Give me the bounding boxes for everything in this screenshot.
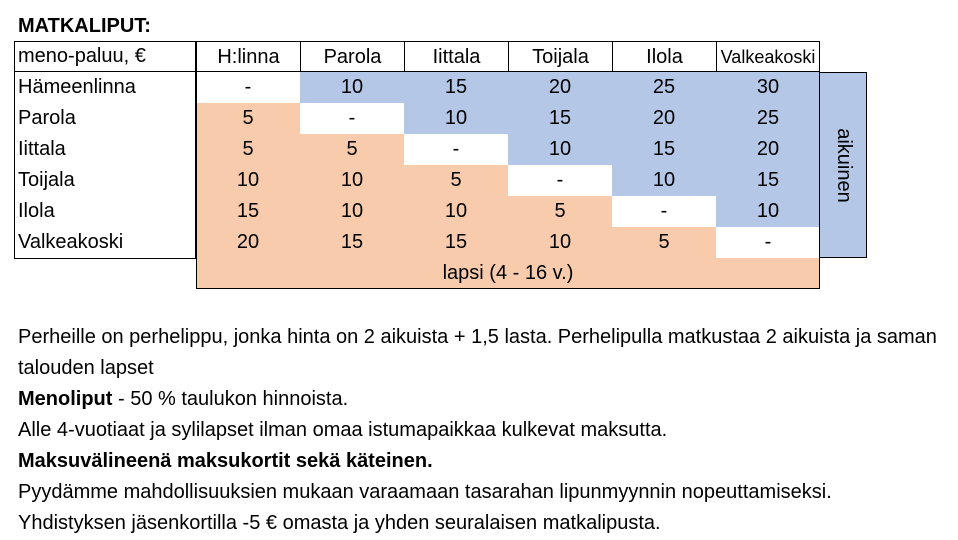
note-payment: Maksuvälineenä maksukortit sekä käteinen. — [18, 450, 433, 472]
price-cell: - — [612, 196, 716, 227]
price-cell: 10 — [300, 196, 404, 227]
price-cell: 15 — [300, 227, 404, 258]
price-cell: 5 — [612, 227, 716, 258]
row-label: Valkeakoski — [18, 231, 124, 253]
row-label: Ilola — [18, 200, 55, 222]
price-cell: 10 — [404, 103, 508, 134]
price-cell: 15 — [404, 72, 508, 103]
price-cell: 10 — [300, 72, 404, 103]
price-cell: 10 — [404, 196, 508, 227]
note-exact-change: Pyydämme mahdollisuuksien mukaan varaamaan tasarahan lipunmyynnin nopeuttamiseksi. — [18, 481, 832, 503]
row-label: Toijala — [18, 169, 75, 191]
price-cell: 20 — [196, 227, 300, 258]
table-corner-label: meno-paluu, € — [14, 41, 196, 72]
price-cell: - — [508, 165, 612, 196]
note-member-discount: Yhdistyksen jäsenkortilla -5 € omasta ja yhden seuralaisen matkalipusta. — [18, 512, 661, 534]
adult-side-label-wrap — [819, 72, 867, 258]
price-cell: 15 — [196, 196, 300, 227]
column-header: Toijala — [508, 41, 613, 72]
note-family-ticket: Perheille on perhelippu, jonka hinta on 2 aikuista + 1,5 lasta. Perhelipulla matkustaa 2 aikuista ja saman talouden lapset — [18, 326, 937, 379]
note-one-way-rest: - 50 % taulukon hinnoista. — [112, 388, 349, 410]
price-cell: 25 — [612, 72, 716, 103]
price-cell: 20 — [716, 134, 820, 165]
note-free-children: Alle 4-vuotiaat ja sylilapset ilman omaa istumapaikkaa kulkevat maksutta. — [18, 419, 668, 441]
price-cell: - — [716, 227, 820, 258]
price-cell: 5 — [300, 134, 404, 165]
price-cell: 10 — [508, 134, 612, 165]
price-cell: 5 — [404, 165, 508, 196]
price-cell: 10 — [196, 165, 300, 196]
price-cell: 20 — [612, 103, 716, 134]
column-header: Ilola — [612, 41, 717, 72]
price-cell: 15 — [612, 134, 716, 165]
price-cell: - — [196, 72, 300, 103]
price-cell: 10 — [612, 165, 716, 196]
row-label: Hämeenlinna — [18, 76, 136, 98]
price-cell: 10 — [716, 196, 820, 227]
note-one-way-bold: Menoliput — [18, 388, 113, 410]
price-cell: 15 — [508, 103, 612, 134]
price-cell: 10 — [508, 227, 612, 258]
price-cell: 5 — [196, 134, 300, 165]
price-cell: 15 — [716, 165, 820, 196]
price-cell: 30 — [716, 72, 820, 103]
price-cell: - — [404, 134, 508, 165]
column-header: H:linna — [196, 41, 301, 72]
adult-side-label: aikuinen — [832, 127, 855, 203]
row-label: Parola — [18, 107, 76, 129]
price-cell: 5 — [508, 196, 612, 227]
column-header: Parola — [300, 41, 405, 72]
price-cell: 10 — [300, 165, 404, 196]
notes — [18, 322, 953, 539]
price-cell: 20 — [508, 72, 612, 103]
price-cell: 25 — [716, 103, 820, 134]
column-header: Iittala — [404, 41, 509, 72]
price-cell: - — [300, 103, 404, 134]
page-title: MATKALIPUT: — [18, 15, 151, 37]
row-label: Iittala — [18, 138, 66, 160]
column-header: Valkeakoski — [716, 41, 820, 72]
child-bottom-label: lapsi (4 - 16 v.) — [196, 258, 820, 289]
price-cell: 5 — [196, 103, 300, 134]
price-cell: 15 — [404, 227, 508, 258]
note-one-way — [18, 384, 953, 415]
